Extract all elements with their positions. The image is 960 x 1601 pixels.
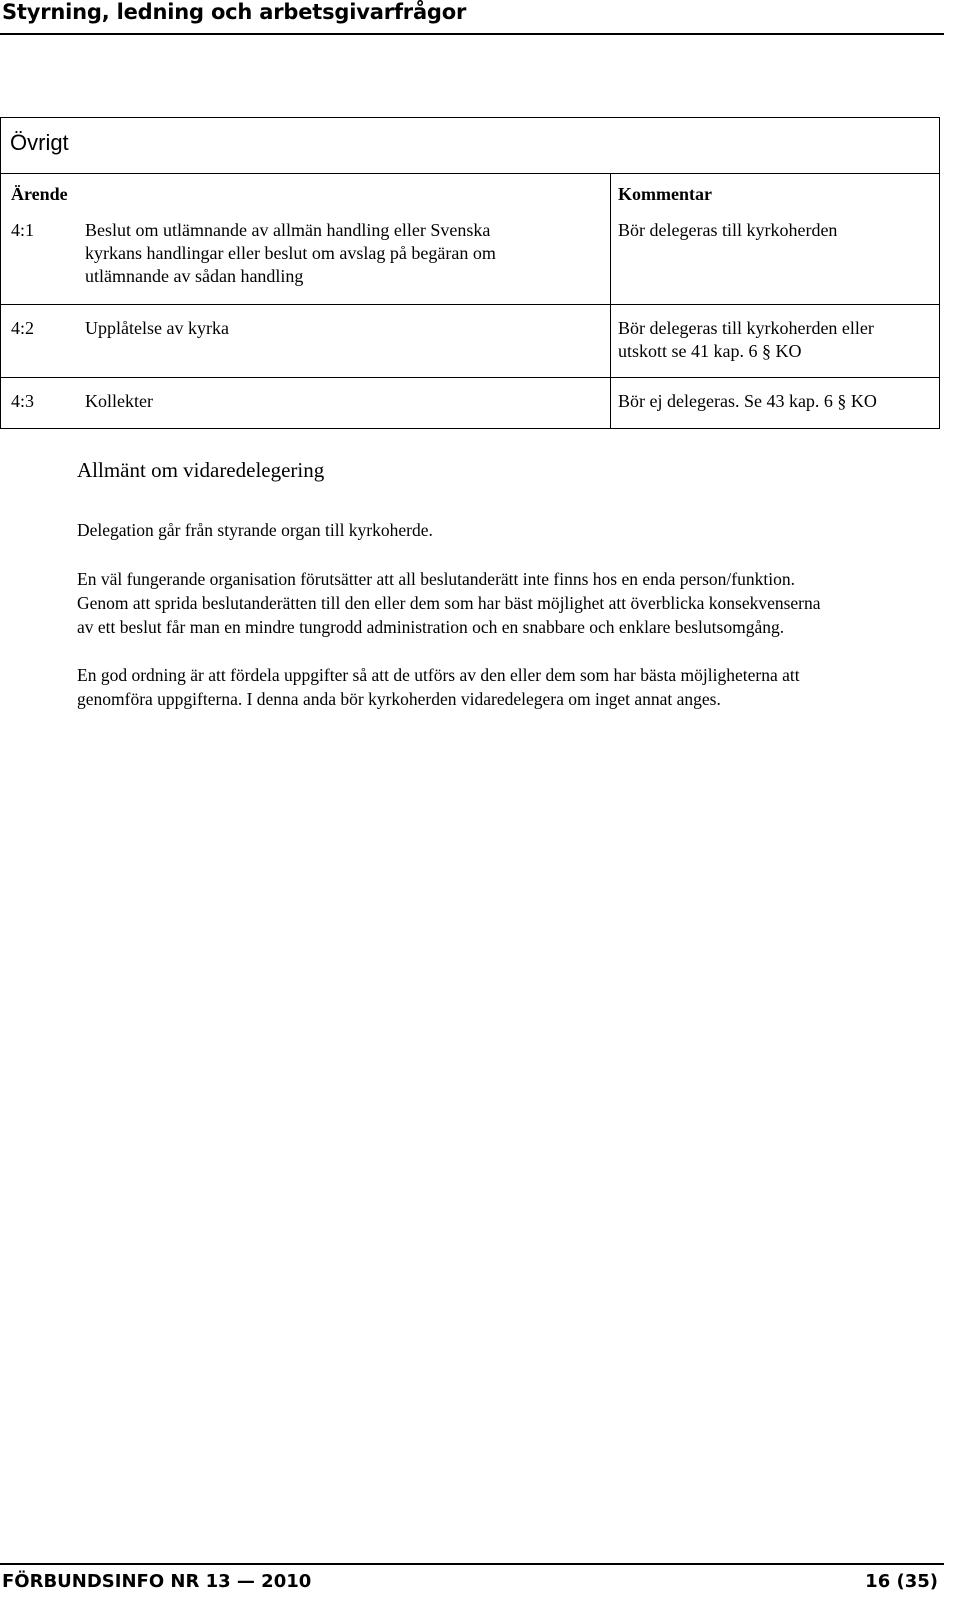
column-divider: [610, 173, 611, 429]
page-header-title: Styrning, ledning och arbetsgivarfrågor: [2, 0, 467, 24]
row-arende-line: Upplåtelse av kyrka: [85, 318, 229, 338]
table-section-title: Övrigt: [10, 130, 69, 155]
row-kommentar-line: Bör ej delegeras. Se 43 kap. 6 § KO: [618, 391, 877, 411]
paragraph-line: En god ordning är att fördela uppgifter så att de utförs av den eller dem som har bästa möjligheterna att: [77, 665, 800, 685]
row-number: 4:1: [11, 220, 35, 240]
row-divider: [1, 304, 939, 305]
paragraph: Delegation går från styrande organ till kyrkoherde.: [77, 520, 433, 540]
paragraph-line: genomföra uppgifterna. I denna anda bör kyrkoherden vidaredelegera om inget annat anges.: [77, 689, 721, 709]
footer-publication: FÖRBUNDSINFO NR 13 — 2010: [2, 1571, 312, 1592]
delegation-table: [0, 117, 940, 429]
row-arende-line: utlämnande av sådan handling: [85, 266, 304, 286]
row-kommentar-line: Bör delegeras till kyrkoherden eller: [618, 318, 874, 338]
row-divider: [1, 377, 939, 378]
paragraph-line: av ett beslut får man en mindre tungrodd administration och en snabbare och enklare beslutsomgång.: [77, 617, 785, 637]
row-arende-line: Beslut om utlämnande av allmän handling eller Svenska: [85, 220, 491, 240]
row-kommentar-line: Bör delegeras till kyrkoherden: [618, 220, 838, 240]
row-number: 4:3: [11, 391, 35, 411]
row-arende-line: Kollekter: [85, 391, 153, 411]
paragraph-line: Genom att sprida beslutanderätten till den eller dem som har bäst möjlighet att överblicka konsekvenserna: [77, 593, 821, 613]
section-heading: Allmänt om vidaredelegering: [77, 458, 325, 482]
paragraph-line: En väl fungerande organisation förutsätter att all beslutanderätt inte finns hos en enda person/funktion.: [77, 569, 795, 589]
row-arende-line: kyrkans handlingar eller beslut om avslag på begäran om: [85, 243, 496, 263]
footer-divider: [0, 1563, 944, 1565]
column-header-kommentar: Kommentar: [618, 184, 712, 204]
table-title-row: [1, 118, 939, 174]
header-divider: [0, 33, 944, 35]
row-number: 4:2: [11, 318, 35, 338]
footer-page-number: 16 (35): [865, 1571, 938, 1592]
row-kommentar-line: utskott se 41 kap. 6 § KO: [618, 341, 802, 361]
column-header-arende: Ärende: [11, 184, 68, 204]
